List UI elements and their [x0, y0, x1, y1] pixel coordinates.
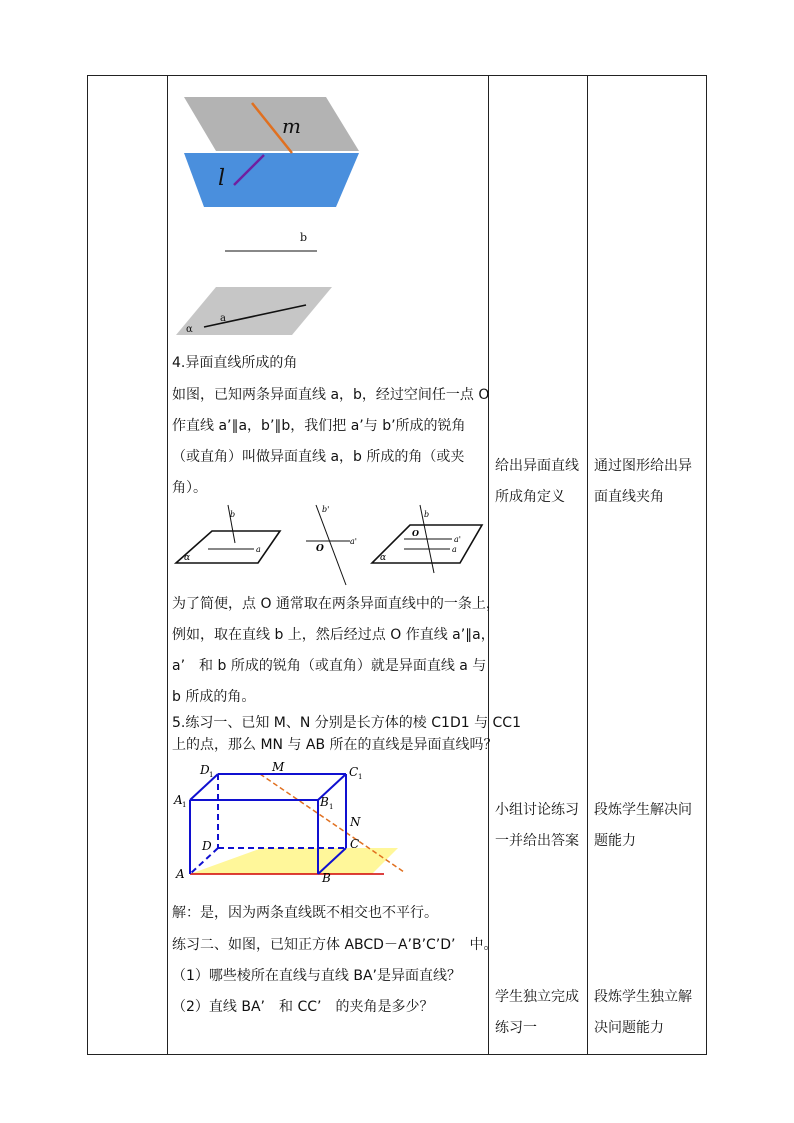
label-D1-sub: 1	[209, 771, 214, 779]
line-b-figure	[222, 228, 322, 256]
p3-label-a: a	[452, 545, 457, 554]
activity-line: 一并给出答案	[495, 833, 579, 849]
label-m: m	[282, 114, 301, 138]
activity-line: 小组讨论练习	[495, 802, 579, 818]
p3-label-alpha: α	[380, 553, 387, 563]
p3-label-a-prime: a'	[454, 535, 461, 544]
section5-line: 上的点，那么 MN 与 AB 所在的直线是异面直线吗？	[172, 737, 498, 753]
label-C: C	[350, 837, 360, 851]
practice2-question: （2）直线 BA’ 和 CC’ 的夹角是多少？	[172, 999, 434, 1015]
two-planes-figure	[174, 95, 364, 213]
practice2-question: （1）哪些棱所在直线与直线 BA’是异面直线？	[172, 968, 461, 984]
label-b: b	[300, 231, 308, 244]
activity-cell	[495, 795, 587, 857]
activity-line: 学生独立完成	[495, 989, 579, 1005]
p2-label-o: O	[316, 544, 324, 554]
answer-text: 解：是，因为两条直线既不相交也不平行。	[172, 905, 438, 921]
intent-line: 面直线夹角	[594, 489, 664, 505]
label-N: N	[350, 815, 361, 829]
practice2-title: 练习二、如图，已知正方体 ABCD－A’B’C’D’ 中。	[172, 937, 498, 953]
label-A: A	[176, 867, 185, 881]
label-alpha: α	[186, 324, 193, 335]
intent-line: 段炼学生独立解	[594, 989, 692, 1005]
intent-line: 段炼学生解决问	[594, 802, 692, 818]
intent-line: 通过图形给出异	[594, 458, 692, 474]
intent-line: 决问题能力	[594, 1020, 664, 1036]
label-a: a	[220, 313, 226, 324]
p1-label-alpha: α	[184, 553, 191, 563]
angle-figures	[172, 503, 484, 588]
intent-line: 题能力	[594, 833, 636, 849]
p3-label-o: O	[412, 528, 419, 538]
label-B1: B	[320, 795, 329, 809]
section4-line: 如图，已知两条异面直线 a，b，经过空间任一点 O	[172, 387, 490, 403]
p2-label-a: a'	[350, 537, 357, 546]
section4-line: 角）。	[172, 480, 207, 496]
activity-line: 给出异面直线	[495, 458, 579, 474]
section4-line: 作直线 a’∥a，b’∥b，我们把 a’与 b’所成的锐角	[172, 418, 466, 434]
label-A1: A	[174, 793, 183, 807]
intent-cell	[594, 451, 704, 513]
section4-line: （或直角）叫做异面直线 a，b 所成的角（或夹	[172, 449, 465, 465]
activity-cell	[495, 982, 587, 1044]
p2-label-b: b'	[322, 505, 330, 514]
note-line: a’ 和 b 所成的锐角（或直角）就是异面直线 a 与	[172, 658, 487, 674]
label-D: D	[202, 839, 212, 853]
p1-label-a: a	[256, 545, 261, 554]
label-M: M	[272, 760, 285, 774]
activity-line: 练习一	[495, 1020, 537, 1036]
label-D1: D	[200, 763, 210, 777]
cuboid-figure	[172, 760, 416, 884]
p3-label-b: b	[424, 510, 430, 519]
plane-alpha-figure	[174, 285, 334, 340]
label-A1-sub: 1	[182, 801, 187, 809]
label-B1-sub: 1	[329, 803, 334, 811]
intent-cell	[594, 982, 704, 1044]
table-column-divider	[587, 75, 588, 1055]
note-line: b 所成的角。	[172, 689, 256, 705]
label-C1-sub: 1	[358, 773, 363, 781]
activity-cell	[495, 451, 587, 513]
section4-title: 4.异面直线所成的角	[172, 355, 298, 371]
activity-line: 所成角定义	[495, 489, 565, 505]
p1-label-b: b	[230, 510, 236, 519]
label-B: B	[322, 871, 331, 884]
label-l: l	[218, 166, 226, 191]
note-line: 为了简便，点 O 通常取在两条异面直线中的一条上，	[172, 596, 500, 612]
label-C1: C	[349, 765, 359, 779]
table-column-divider	[488, 75, 489, 1055]
note-line: 例如，取在直线 b 上，然后经过点 O 作直线 a’∥a，	[172, 627, 495, 643]
section5-line: 5.练习一、已知 M、N 分别是长方体的棱 C1D1 与 CC1	[172, 715, 521, 731]
intent-cell	[594, 795, 704, 857]
table-column-divider	[167, 75, 168, 1055]
